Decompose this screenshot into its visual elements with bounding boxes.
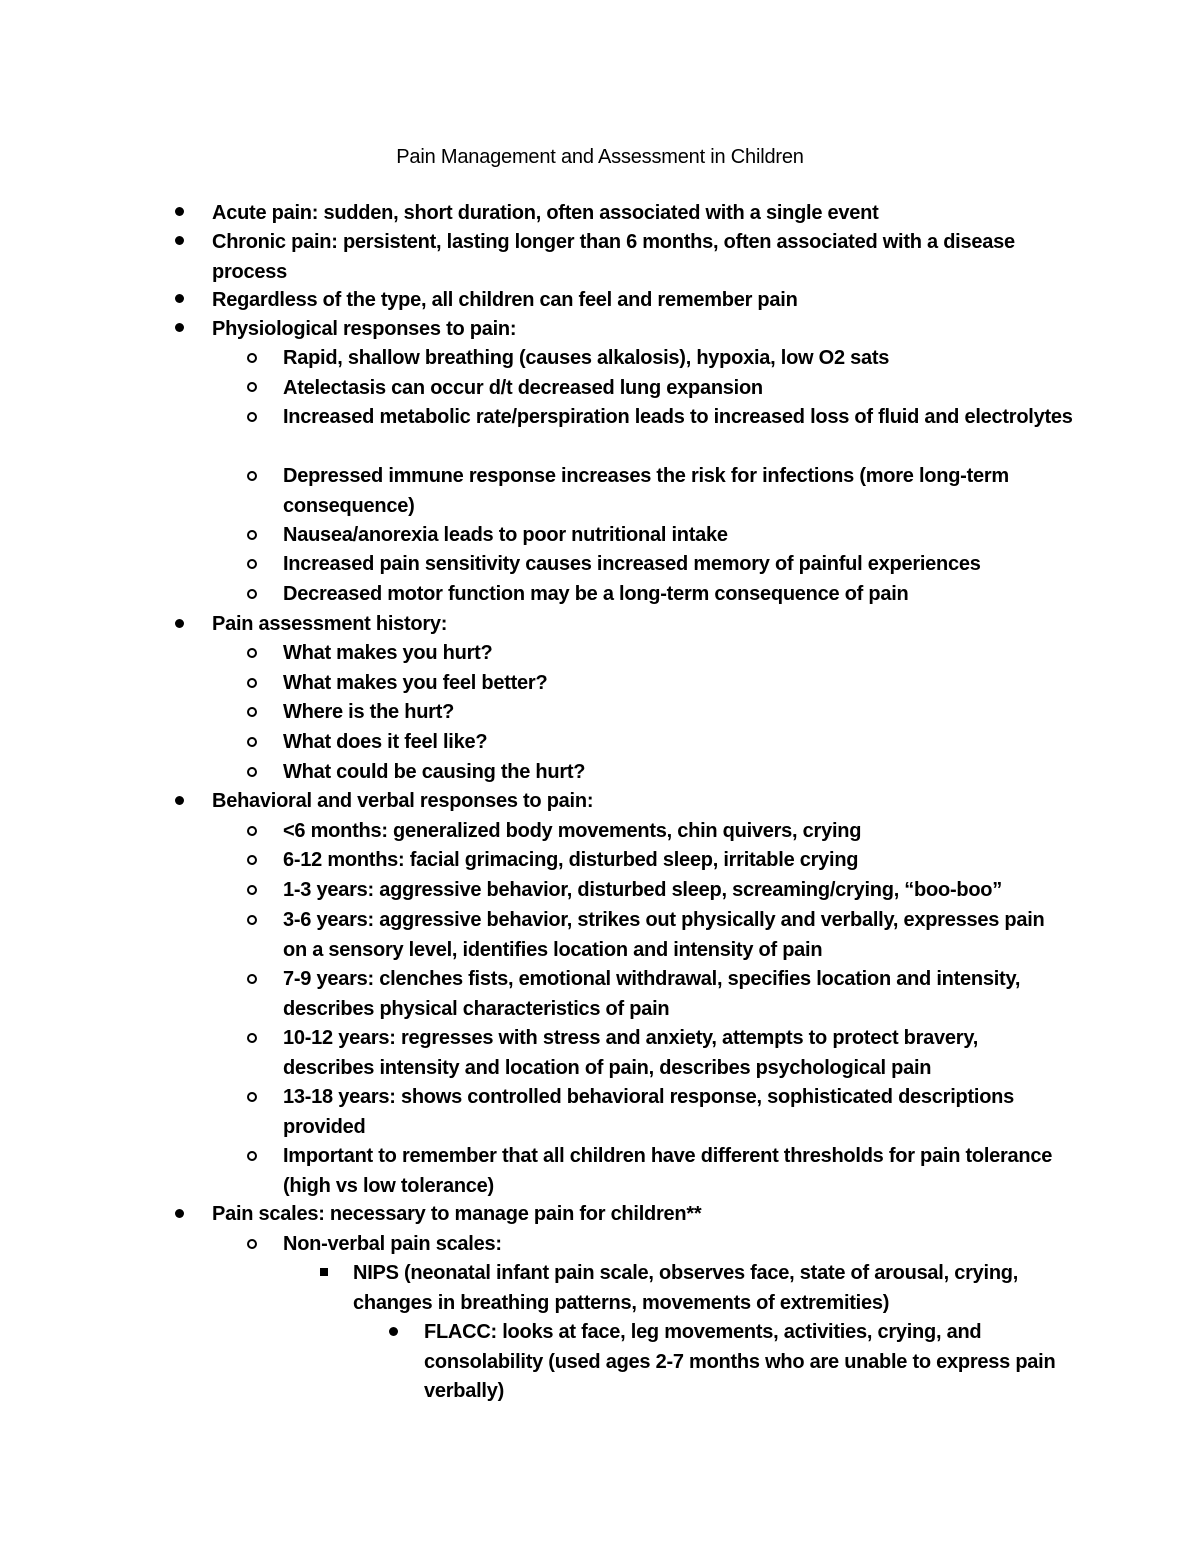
bullet-icon <box>175 236 184 245</box>
circle-bullet-icon <box>247 855 257 865</box>
list-item: Decreased motor function may be a long-term consequence of pain <box>283 583 909 605</box>
circle-bullet-icon <box>247 915 257 925</box>
bullet-icon <box>175 207 184 216</box>
list-item: 13-18 years: shows controlled behavioral response, sophisticated descriptions provided <box>283 1086 1014 1138</box>
list-item: Important to remember that all children have different thresholds for pain tolerance (high vs low tolerance) <box>283 1145 1053 1197</box>
list-item: Atelectasis can occur d/t decreased lung expansion <box>283 377 763 399</box>
bullet-icon <box>175 796 184 805</box>
list-item: Where is the hurt? <box>283 701 455 723</box>
circle-bullet-icon <box>247 1239 257 1249</box>
bullet-icon <box>175 619 184 628</box>
list-item: What does it feel like? <box>283 731 488 753</box>
list-item: <6 months: generalized body movements, chin quivers, crying <box>283 820 862 842</box>
circle-bullet-icon <box>247 648 257 658</box>
circle-bullet-icon <box>247 974 257 984</box>
page-title: Pain Management and Assessment in Children <box>396 146 804 168</box>
list-item: Chronic pain: persistent, lasting longer than 6 months, often associated with a disease process <box>212 231 1015 283</box>
circle-bullet-icon <box>247 1033 257 1043</box>
circle-bullet-icon <box>247 353 257 363</box>
list-item: 7-9 years: clenches fists, emotional withdrawal, specifies location and intensity, describes physical characteristics of pain <box>283 968 1021 1020</box>
circle-bullet-icon <box>247 707 257 717</box>
circle-bullet-icon <box>247 530 257 540</box>
circle-bullet-icon <box>247 885 257 895</box>
list-item: Increased pain sensitivity causes increased memory of painful experiences <box>283 553 981 575</box>
bullet-icon <box>175 323 184 332</box>
circle-bullet-icon <box>247 678 257 688</box>
circle-bullet-icon <box>247 559 257 569</box>
list-item: Acute pain: sudden, short duration, often associated with a single event <box>212 202 879 224</box>
list-item: What makes you feel better? <box>283 672 548 694</box>
bullet-icon <box>389 1327 398 1336</box>
circle-bullet-icon <box>247 826 257 836</box>
circle-bullet-icon <box>247 1092 257 1102</box>
bullet-icon <box>175 1209 184 1218</box>
list-item: 3-6 years: aggressive behavior, strikes out physically and verbally, expresses pain on a sensory level, identifies location and intensity of pain <box>283 909 1045 961</box>
circle-bullet-icon <box>247 471 257 481</box>
list-item: What could be causing the hurt? <box>283 761 586 783</box>
circle-bullet-icon <box>247 412 257 422</box>
list-item: Pain scales: necessary to manage pain for children** <box>212 1203 702 1225</box>
list-item: Rapid, shallow breathing (causes alkalosis), hypoxia, low O2 sats <box>283 347 890 369</box>
list-item: Nausea/anorexia leads to poor nutritional intake <box>283 524 728 546</box>
list-item: FLACC: looks at face, leg movements, activities, crying, and consolability (used ages 2-7 months who are unable to express pain verbally) <box>424 1321 1056 1402</box>
list-item: 6-12 months: facial grimacing, disturbed sleep, irritable crying <box>283 849 859 871</box>
circle-bullet-icon <box>247 737 257 747</box>
list-item: 1-3 years: aggressive behavior, disturbed sleep, screaming/crying, “boo-boo” <box>283 879 1003 901</box>
list-item: Physiological responses to pain: <box>212 318 517 340</box>
list-item: 10-12 years: regresses with stress and anxiety, attempts to protect bravery, describes intensity and location of pain, describes psychological pain <box>283 1027 979 1079</box>
circle-bullet-icon <box>247 1151 257 1161</box>
list-item: Behavioral and verbal responses to pain: <box>212 790 594 812</box>
list-item: Pain assessment history: <box>212 613 448 635</box>
circle-bullet-icon <box>247 767 257 777</box>
square-bullet-icon <box>320 1268 328 1276</box>
list-item: What makes you hurt? <box>283 642 493 664</box>
list-item: Increased metabolic rate/perspiration leads to increased loss of fluid and electrolytes <box>283 406 1073 428</box>
circle-bullet-icon <box>247 589 257 599</box>
list-item: NIPS (neonatal infant pain scale, observes face, state of arousal, crying, changes in breathing patterns, movements of extremities) <box>353 1262 1019 1314</box>
list-item: Regardless of the type, all children can feel and remember pain <box>212 289 798 311</box>
list-item: Depressed immune response increases the risk for infections (more long-term consequence) <box>283 465 1009 517</box>
bullet-icon <box>175 294 184 303</box>
list-item: Non-verbal pain scales: <box>283 1233 502 1255</box>
circle-bullet-icon <box>247 382 257 392</box>
